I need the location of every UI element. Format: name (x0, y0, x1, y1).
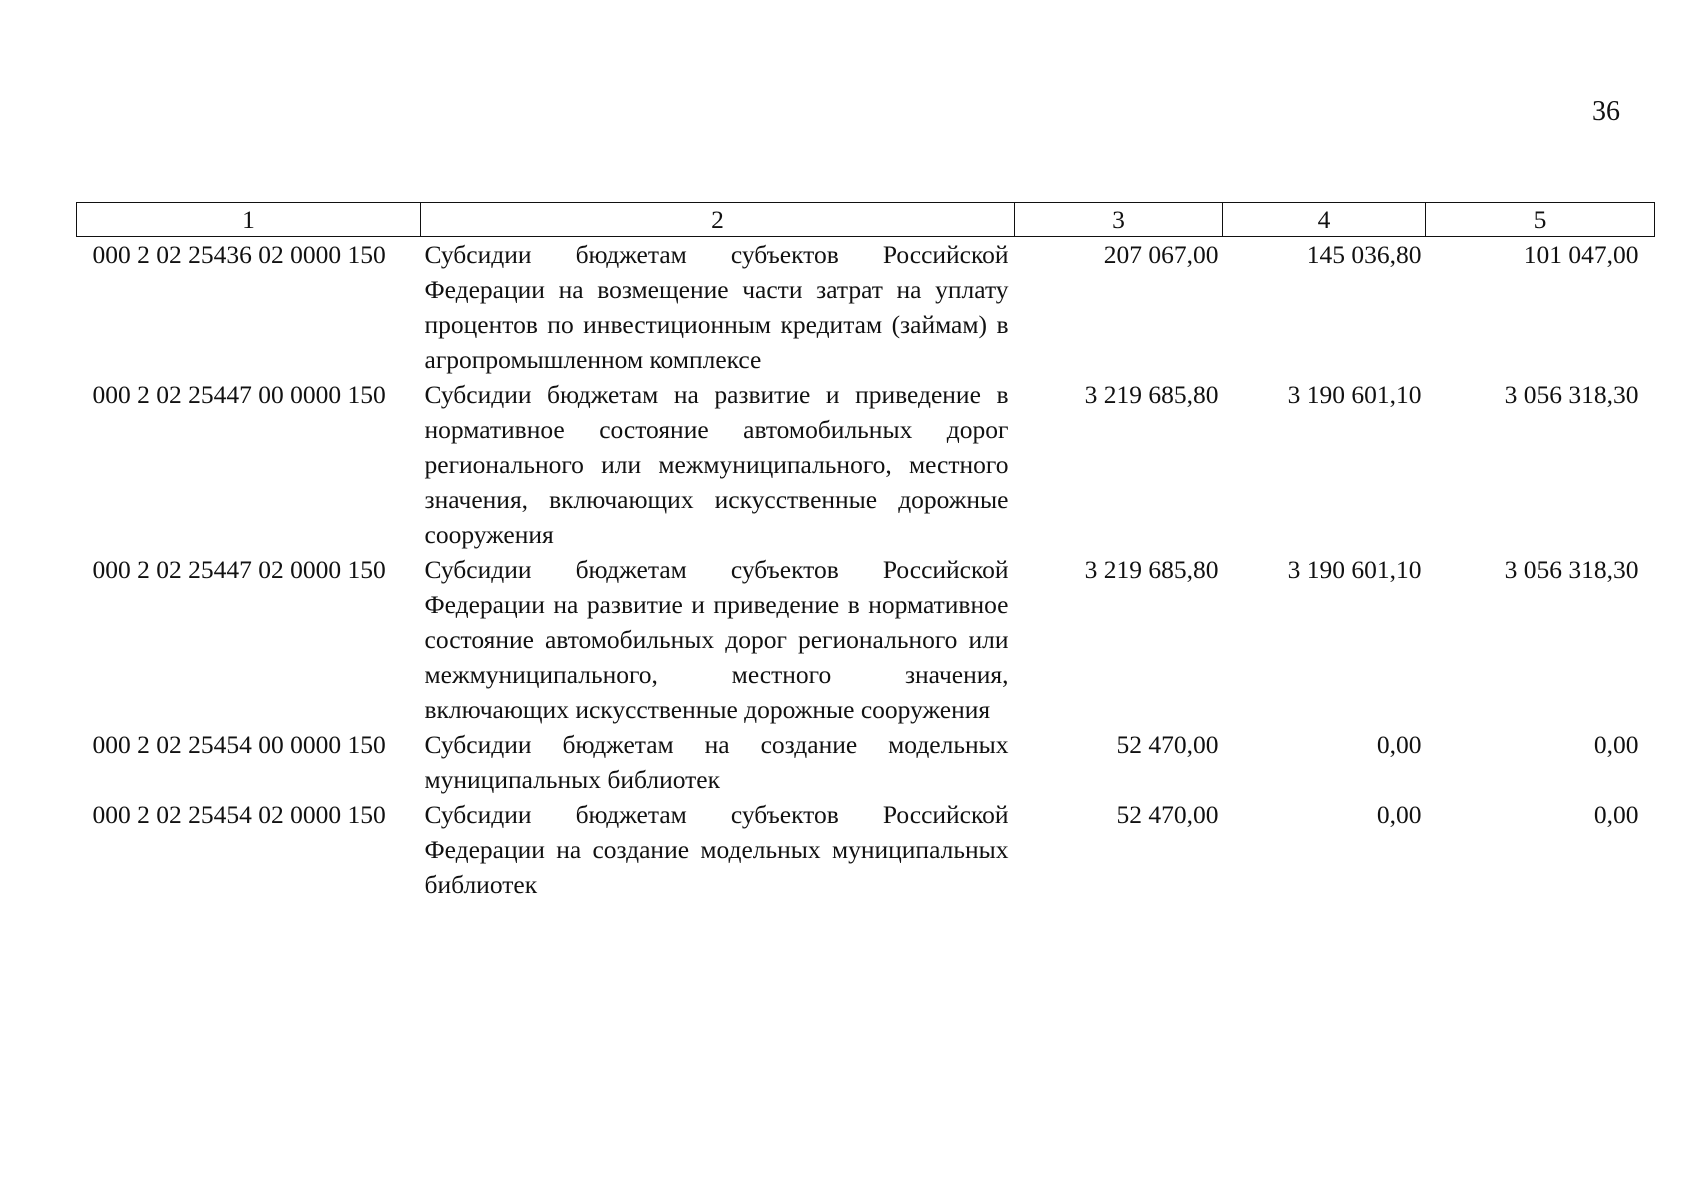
column-header-5: 5 (1426, 203, 1655, 237)
description: Субсидии бюджетам субъектов Российской Федерации на развитие и приведение в нормативное состояние автомобильных дорог регионального или межмуниципального, местного значения, включающих искусственные дорожные сооружения (424, 555, 1009, 724)
amount-col-3: 52 470,00 (1116, 730, 1219, 759)
description: Субсидии бюджетам субъектов Российской Федерации на создание модельных муниципальных библиотек (424, 800, 1009, 899)
column-header-1: 1 (77, 203, 421, 237)
budget-code: 000 2 02 25447 02 0000 150 (92, 555, 386, 584)
page-number: 36 (1592, 96, 1620, 127)
budget-code: 000 2 02 25436 02 0000 150 (92, 240, 386, 269)
budget-code: 000 2 02 25454 00 0000 150 (92, 730, 386, 759)
amount-col-4: 0,00 (1376, 730, 1422, 759)
table-header (77, 203, 1655, 237)
amount-col-5: 3 056 318,30 (1504, 380, 1639, 409)
amount-col-4: 145 036,80 (1306, 240, 1422, 269)
column-header-4: 4 (1223, 203, 1426, 237)
amount-col-3: 207 067,00 (1103, 240, 1219, 269)
table-row (77, 377, 1655, 552)
amount-col-5: 0,00 (1593, 730, 1639, 759)
header-row (77, 203, 1655, 237)
amount-col-4: 0,00 (1376, 800, 1422, 829)
table-row (77, 797, 1655, 902)
amount-col-5: 0,00 (1593, 800, 1639, 829)
table-row (77, 727, 1655, 797)
table-body (77, 237, 1655, 903)
description: Субсидии бюджетам на развитие и приведение в нормативное состояние автомобильных дорог регионального или межмуниципального, местного значения, включающих искусственные дорожные сооружения (424, 380, 1009, 549)
amount-col-5: 101 047,00 (1523, 240, 1639, 269)
column-header-3: 3 (1015, 203, 1223, 237)
amount-col-4: 3 190 601,10 (1287, 555, 1422, 584)
budget-table (76, 202, 1655, 902)
budget-code: 000 2 02 25454 02 0000 150 (92, 800, 386, 829)
amount-col-5: 3 056 318,30 (1504, 555, 1639, 584)
amount-col-3: 3 219 685,80 (1084, 380, 1219, 409)
budget-code: 000 2 02 25447 00 0000 150 (92, 380, 386, 409)
amount-col-4: 3 190 601,10 (1287, 380, 1422, 409)
column-header-2: 2 (421, 203, 1015, 237)
amount-col-3: 52 470,00 (1116, 800, 1219, 829)
table-row (77, 237, 1655, 378)
description: Субсидии бюджетам на создание модельных муниципальных библиотек (424, 730, 1009, 794)
description: Субсидии бюджетам субъектов Российской Федерации на возмещение части затрат на уплату процентов по инвестиционным кредитам (займам) в агропромышленном комплексе (424, 240, 1009, 374)
table-row (77, 552, 1655, 727)
amount-col-3: 3 219 685,80 (1084, 555, 1219, 584)
